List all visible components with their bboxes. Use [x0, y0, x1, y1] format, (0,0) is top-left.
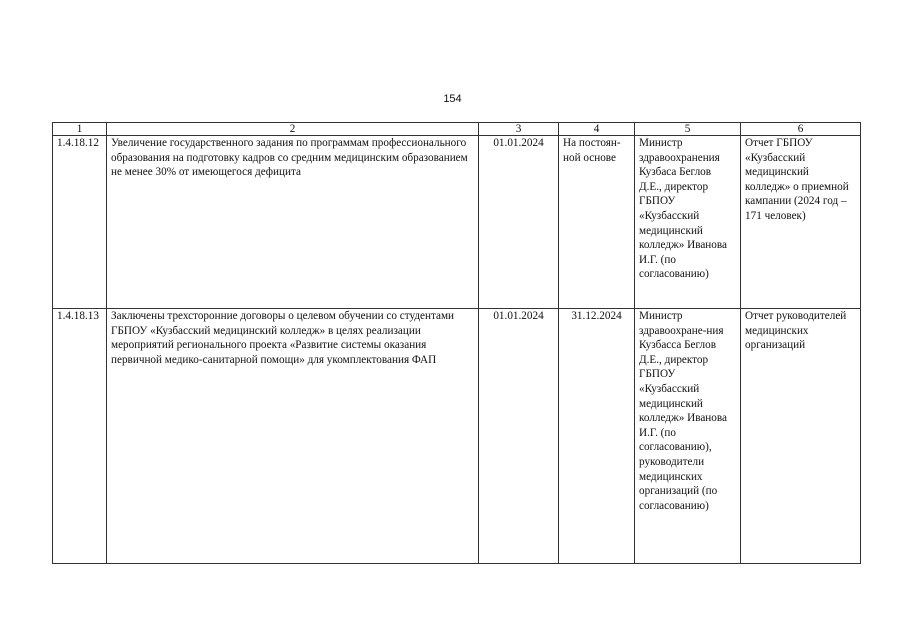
- column-header-6: 6: [741, 123, 861, 136]
- responsible-executors: Министр здравоохранения Кузбаса Беглов Д.Е., директор ГБПОУ «Кузбасский медицинский колледж» Иванова И.Г. (по согласованию): [635, 136, 741, 309]
- activity-description: Увеличение государственного задания по программам профессионального образования на подготовку кадров со средним медицинским образованием не менее 30% от имеющегося дефицита: [107, 136, 479, 309]
- end-date: На постоян-ной основе: [559, 136, 635, 309]
- table-row: [53, 309, 861, 564]
- start-date: 01.01.2024: [479, 136, 559, 309]
- activity-code: 1.4.18.12: [53, 136, 107, 309]
- expected-result: Отчет руководителей медицинских организаций: [741, 309, 861, 564]
- activity-code: 1.4.18.13: [53, 309, 107, 564]
- column-header-1: 1: [53, 123, 107, 136]
- column-header-4: 4: [559, 123, 635, 136]
- page-number: 154: [443, 93, 462, 105]
- table-row: [53, 136, 861, 309]
- column-header-5: 5: [635, 123, 741, 136]
- activities-table: [52, 122, 861, 564]
- start-date: 01.01.2024: [479, 309, 559, 564]
- responsible-executors: Министр здравоохране-ния Кузбасса Беглов Д.Е., директор ГБПОУ «Кузбасский медицинский колледж» Иванова И.Г. (по согласованию), руководители медицинских организаций (по согласованию): [635, 309, 741, 564]
- column-header-3: 3: [479, 123, 559, 136]
- column-number-row: [53, 123, 861, 136]
- column-header-2: 2: [107, 123, 479, 136]
- expected-result: Отчет ГБПОУ «Кузбасский медицинский колледж» о приемной кампании (2024 год – 171 человек): [741, 136, 861, 309]
- activity-description: Заключены трехсторонние договоры о целевом обучении со студентами ГБПОУ «Кузбасский медицинский колледж» в целях реализации мероприятий регионального проекта «Развитие системы оказания первичной медико-санитарной помощи» для укомплектования ФАП: [107, 309, 479, 564]
- end-date: 31.12.2024: [559, 309, 635, 564]
